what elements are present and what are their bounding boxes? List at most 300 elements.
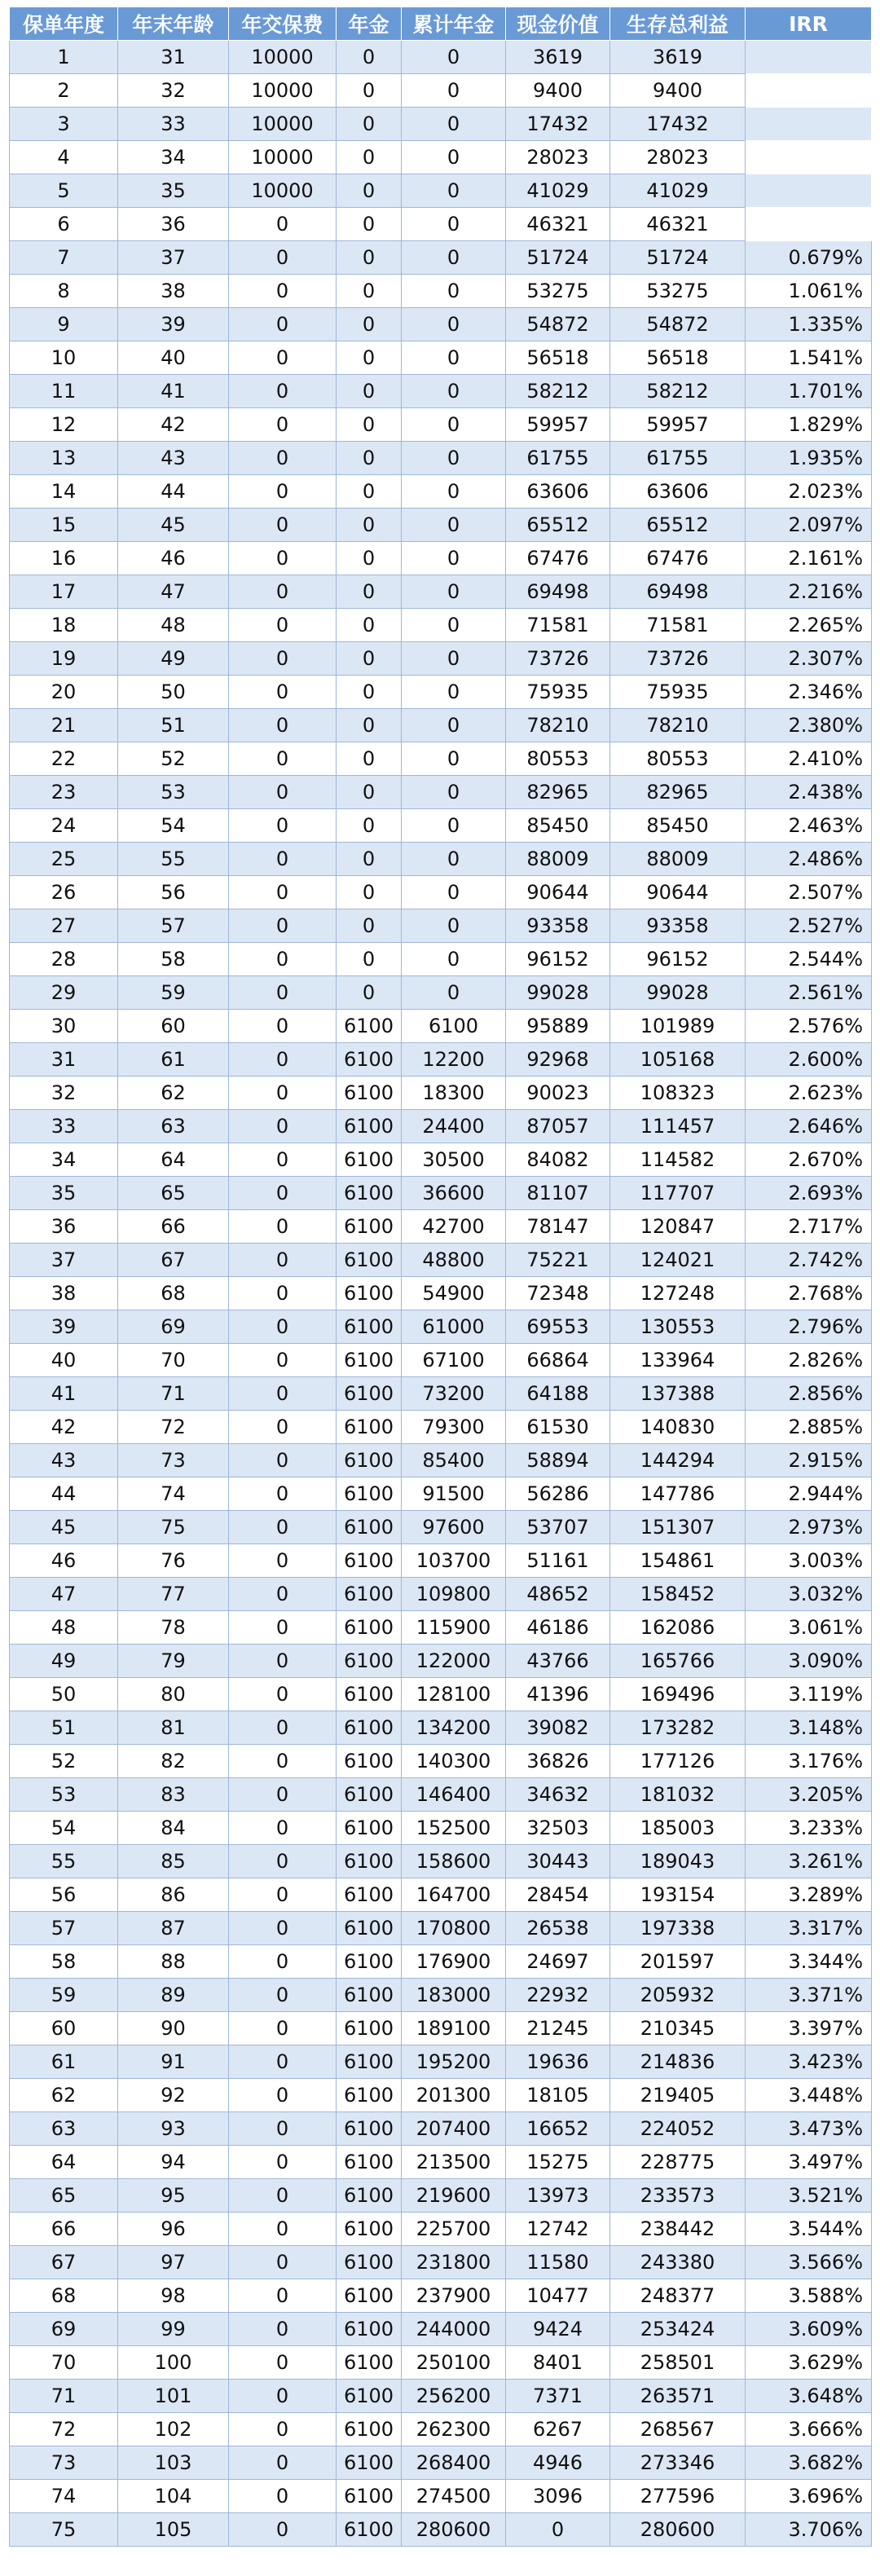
cell-irr — [746, 41, 872, 74]
cell-total-survival-benefit: 277596 — [610, 2480, 746, 2513]
cell-policy-year: 67 — [10, 2246, 118, 2279]
cell-end-age: 60 — [118, 1010, 229, 1043]
cell-annual-premium: 0 — [229, 1244, 337, 1277]
cell-total-survival-benefit: 54872 — [610, 308, 746, 341]
cell-policy-year: 68 — [10, 2279, 118, 2313]
cell-annual-premium: 10000 — [229, 41, 337, 74]
cell-annual-premium: 0 — [229, 776, 337, 809]
table-row — [10, 2079, 872, 2112]
cell-cash-value: 43766 — [506, 1645, 610, 1678]
cell-total-survival-benefit: 268567 — [610, 2413, 746, 2446]
table-row — [10, 1143, 872, 1177]
cell-total-survival-benefit: 130553 — [610, 1310, 746, 1344]
cell-annual-premium: 0 — [229, 2012, 337, 2045]
header-cash-value: 现金价值 — [506, 7, 610, 41]
cell-annuity: 6100 — [337, 2413, 402, 2446]
cell-cumulative-annuity: 274500 — [402, 2480, 506, 2513]
cell-end-age: 35 — [118, 174, 229, 208]
cell-end-age: 65 — [118, 1177, 229, 1210]
cell-end-age: 89 — [118, 1979, 229, 2012]
cell-cash-value: 61530 — [506, 1411, 610, 1444]
cell-annual-premium: 10000 — [229, 174, 337, 208]
cell-cumulative-annuity: 0 — [402, 976, 506, 1010]
cell-cumulative-annuity: 97600 — [402, 1511, 506, 1544]
cell-irr: 1.061% — [746, 275, 872, 308]
cell-total-survival-benefit: 78210 — [610, 709, 746, 742]
cell-annual-premium: 0 — [229, 2513, 337, 2547]
cell-policy-year: 39 — [10, 1310, 118, 1344]
cell-irr: 3.473% — [746, 2112, 872, 2146]
cell-annual-premium: 0 — [229, 809, 337, 843]
table-row — [10, 642, 872, 676]
cell-cash-value: 69498 — [506, 575, 610, 609]
table-row — [10, 2413, 872, 2446]
cell-policy-year: 55 — [10, 1845, 118, 1878]
cell-irr: 3.176% — [746, 1745, 872, 1778]
table-row — [10, 2346, 872, 2380]
table-row — [10, 1645, 872, 1678]
cell-irr — [746, 208, 872, 241]
cell-end-age: 98 — [118, 2279, 229, 2313]
cell-total-survival-benefit: 73726 — [610, 642, 746, 676]
cell-annuity: 6100 — [337, 1110, 402, 1143]
cell-annual-premium: 0 — [229, 1411, 337, 1444]
cell-irr — [746, 74, 872, 108]
cell-total-survival-benefit: 85450 — [610, 809, 746, 843]
cell-annuity: 0 — [337, 609, 402, 642]
table-row — [10, 1277, 872, 1310]
cell-total-survival-benefit: 169496 — [610, 1678, 746, 1711]
cell-policy-year: 53 — [10, 1778, 118, 1812]
cell-irr: 2.796% — [746, 1310, 872, 1344]
cell-annual-premium: 0 — [229, 1678, 337, 1711]
table-row — [10, 1244, 872, 1277]
cell-policy-year: 26 — [10, 876, 118, 909]
table-row — [10, 74, 872, 108]
cell-total-survival-benefit: 158452 — [610, 1578, 746, 1611]
cell-policy-year: 38 — [10, 1277, 118, 1310]
cell-irr: 2.380% — [746, 709, 872, 742]
cell-policy-year: 48 — [10, 1611, 118, 1645]
cell-total-survival-benefit: 58212 — [610, 375, 746, 408]
table-row — [10, 776, 872, 809]
table-row — [10, 1778, 872, 1812]
cell-end-age: 82 — [118, 1745, 229, 1778]
cell-irr: 1.701% — [746, 375, 872, 408]
cell-irr: 2.693% — [746, 1177, 872, 1210]
cell-annuity: 6100 — [337, 2146, 402, 2179]
cell-end-age: 102 — [118, 2413, 229, 2446]
cell-annual-premium: 0 — [229, 2179, 337, 2213]
header-end-age: 年末年龄 — [118, 7, 229, 41]
cell-annuity: 6100 — [337, 1745, 402, 1778]
cell-annual-premium: 0 — [229, 1745, 337, 1778]
cell-end-age: 41 — [118, 375, 229, 408]
cell-irr: 1.829% — [746, 408, 872, 442]
cell-end-age: 90 — [118, 2012, 229, 2045]
cell-annual-premium: 0 — [229, 1310, 337, 1344]
cell-cash-value: 9424 — [506, 2313, 610, 2346]
cell-policy-year: 57 — [10, 1912, 118, 1945]
cell-end-age: 93 — [118, 2112, 229, 2146]
cell-annual-premium: 0 — [229, 442, 337, 475]
cell-cash-value: 21245 — [506, 2012, 610, 2045]
cell-cumulative-annuity: 0 — [402, 776, 506, 809]
cell-total-survival-benefit: 71581 — [610, 609, 746, 642]
cell-policy-year: 58 — [10, 1945, 118, 1979]
cell-irr: 2.623% — [746, 1077, 872, 1110]
cell-cumulative-annuity: 0 — [402, 341, 506, 375]
cell-total-survival-benefit: 75935 — [610, 676, 746, 709]
cell-annuity: 6100 — [337, 1177, 402, 1210]
header-irr: IRR — [746, 7, 872, 41]
cell-cash-value: 87057 — [506, 1110, 610, 1143]
header-cumulative-annuity: 累计年金 — [402, 7, 506, 41]
cell-irr: 2.670% — [746, 1143, 872, 1177]
cell-policy-year: 15 — [10, 509, 118, 542]
cell-cash-value: 67476 — [506, 542, 610, 575]
table-row — [10, 909, 872, 943]
table-row — [10, 1845, 872, 1878]
cell-annual-premium: 0 — [229, 2380, 337, 2413]
cell-policy-year: 30 — [10, 1010, 118, 1043]
cell-irr: 3.371% — [746, 1979, 872, 2012]
cell-cumulative-annuity: 0 — [402, 141, 506, 174]
cell-irr: 3.148% — [746, 1711, 872, 1745]
cell-end-age: 39 — [118, 308, 229, 341]
cell-cumulative-annuity: 146400 — [402, 1778, 506, 1812]
cell-irr: 3.629% — [746, 2346, 872, 2380]
cell-policy-year: 49 — [10, 1645, 118, 1678]
cell-irr: 3.205% — [746, 1778, 872, 1812]
cell-total-survival-benefit: 3619 — [610, 41, 746, 74]
cell-annual-premium: 0 — [229, 1143, 337, 1177]
cell-cumulative-annuity: 170800 — [402, 1912, 506, 1945]
cell-annuity: 0 — [337, 642, 402, 676]
cell-cash-value: 64188 — [506, 1377, 610, 1411]
cell-end-age: 79 — [118, 1645, 229, 1678]
cell-total-survival-benefit: 147786 — [610, 1477, 746, 1511]
cell-cash-value: 12742 — [506, 2213, 610, 2246]
cell-cumulative-annuity: 6100 — [402, 1010, 506, 1043]
cell-policy-year: 66 — [10, 2213, 118, 2246]
cell-irr: 2.023% — [746, 475, 872, 509]
table-row — [10, 1678, 872, 1711]
cell-cash-value: 58894 — [506, 1444, 610, 1477]
cell-cumulative-annuity: 225700 — [402, 2213, 506, 2246]
cell-cash-value: 88009 — [506, 843, 610, 876]
cell-irr: 2.463% — [746, 809, 872, 843]
cell-policy-year: 20 — [10, 676, 118, 709]
cell-irr: 2.856% — [746, 1377, 872, 1411]
cell-irr: 3.448% — [746, 2079, 872, 2112]
cell-end-age: 87 — [118, 1912, 229, 1945]
cell-policy-year: 51 — [10, 1711, 118, 1745]
table-row — [10, 2012, 872, 2045]
cell-end-age: 84 — [118, 1812, 229, 1845]
cell-total-survival-benefit: 248377 — [610, 2279, 746, 2313]
cell-annual-premium: 0 — [229, 308, 337, 341]
cell-end-age: 101 — [118, 2380, 229, 2413]
cell-end-age: 94 — [118, 2146, 229, 2179]
cell-annuity: 0 — [337, 542, 402, 575]
cell-irr: 1.541% — [746, 341, 872, 375]
cell-irr: 2.646% — [746, 1110, 872, 1143]
cell-annuity: 6100 — [337, 2246, 402, 2279]
cell-irr: 3.061% — [746, 1611, 872, 1645]
cell-cash-value: 24697 — [506, 1945, 610, 1979]
cell-policy-year: 52 — [10, 1745, 118, 1778]
cell-end-age: 100 — [118, 2346, 229, 2380]
cell-cash-value: 26538 — [506, 1912, 610, 1945]
cell-annuity: 6100 — [337, 2079, 402, 2112]
cell-irr: 2.161% — [746, 542, 872, 575]
cell-cumulative-annuity: 268400 — [402, 2446, 506, 2480]
cell-annuity: 6100 — [337, 2346, 402, 2380]
cell-cumulative-annuity: 73200 — [402, 1377, 506, 1411]
cell-annuity: 0 — [337, 408, 402, 442]
table-row — [10, 1745, 872, 1778]
cell-total-survival-benefit: 80553 — [610, 742, 746, 776]
cell-end-age: 38 — [118, 275, 229, 308]
cell-total-survival-benefit: 28023 — [610, 141, 746, 174]
cell-cash-value: 61755 — [506, 442, 610, 475]
header-total-survival-benefit: 生存总利益 — [610, 7, 746, 41]
cell-total-survival-benefit: 189043 — [610, 1845, 746, 1878]
cell-cash-value: 99028 — [506, 976, 610, 1010]
table-row — [10, 141, 872, 174]
cell-cash-value: 7371 — [506, 2380, 610, 2413]
cell-end-age: 46 — [118, 542, 229, 575]
cell-cash-value: 41029 — [506, 174, 610, 208]
cell-end-age: 54 — [118, 809, 229, 843]
cell-total-survival-benefit: 185003 — [610, 1812, 746, 1845]
cell-cash-value: 22932 — [506, 1979, 610, 2012]
table-row — [10, 1110, 872, 1143]
cell-annual-premium: 0 — [229, 475, 337, 509]
cell-cumulative-annuity: 103700 — [402, 1544, 506, 1578]
table-row — [10, 241, 872, 275]
cell-total-survival-benefit: 88009 — [610, 843, 746, 876]
cell-cash-value: 96152 — [506, 943, 610, 976]
cell-end-age: 58 — [118, 943, 229, 976]
cell-irr: 3.497% — [746, 2146, 872, 2179]
cell-policy-year: 13 — [10, 442, 118, 475]
cell-policy-year: 31 — [10, 1043, 118, 1077]
cell-annuity: 0 — [337, 909, 402, 943]
cell-end-age: 59 — [118, 976, 229, 1010]
cell-cash-value: 11580 — [506, 2246, 610, 2279]
cell-irr: 2.527% — [746, 909, 872, 943]
cell-policy-year: 74 — [10, 2480, 118, 2513]
cell-policy-year: 2 — [10, 74, 118, 108]
cell-cash-value: 80553 — [506, 742, 610, 776]
cell-cash-value: 28454 — [506, 1878, 610, 1912]
cell-irr: 2.486% — [746, 843, 872, 876]
cell-annual-premium: 0 — [229, 1778, 337, 1812]
cell-policy-year: 14 — [10, 475, 118, 509]
cell-annual-premium: 0 — [229, 2480, 337, 2513]
cell-annuity: 6100 — [337, 1210, 402, 1244]
cell-cumulative-annuity: 0 — [402, 174, 506, 208]
cell-annual-premium: 0 — [229, 909, 337, 943]
cell-irr: 2.561% — [746, 976, 872, 1010]
table-row — [10, 1979, 872, 2012]
cell-policy-year: 54 — [10, 1812, 118, 1845]
cell-annual-premium: 0 — [229, 208, 337, 241]
cell-annuity: 0 — [337, 174, 402, 208]
cell-cash-value: 69553 — [506, 1310, 610, 1344]
cell-annual-premium: 0 — [229, 275, 337, 308]
cell-annuity: 6100 — [337, 1645, 402, 1678]
cell-cumulative-annuity: 250100 — [402, 2346, 506, 2380]
cell-end-age: 92 — [118, 2079, 229, 2112]
cell-irr: 3.666% — [746, 2413, 872, 2446]
cell-cumulative-annuity: 0 — [402, 41, 506, 74]
cell-annual-premium: 0 — [229, 1043, 337, 1077]
cell-cash-value: 66864 — [506, 1344, 610, 1377]
cell-policy-year: 33 — [10, 1110, 118, 1143]
cell-cumulative-annuity: 0 — [402, 208, 506, 241]
cell-policy-year: 72 — [10, 2413, 118, 2446]
cell-irr: 3.609% — [746, 2313, 872, 2346]
table-row — [10, 2213, 872, 2246]
table-row — [10, 976, 872, 1010]
cell-annual-premium: 0 — [229, 1645, 337, 1678]
cell-annuity: 0 — [337, 776, 402, 809]
cell-end-age: 73 — [118, 1444, 229, 1477]
cell-annual-premium: 0 — [229, 876, 337, 909]
cell-end-age: 76 — [118, 1544, 229, 1578]
cell-policy-year: 23 — [10, 776, 118, 809]
cell-end-age: 81 — [118, 1711, 229, 1745]
cell-annuity: 0 — [337, 976, 402, 1010]
cell-end-age: 97 — [118, 2246, 229, 2279]
cell-end-age: 49 — [118, 642, 229, 676]
cell-total-survival-benefit: 193154 — [610, 1878, 746, 1912]
cell-total-survival-benefit: 9400 — [610, 74, 746, 108]
table-row — [10, 1210, 872, 1244]
cell-policy-year: 34 — [10, 1143, 118, 1177]
cell-cumulative-annuity: 0 — [402, 742, 506, 776]
cell-end-age: 69 — [118, 1310, 229, 1344]
cell-total-survival-benefit: 67476 — [610, 542, 746, 575]
cell-cash-value: 90644 — [506, 876, 610, 909]
cell-cumulative-annuity: 244000 — [402, 2313, 506, 2346]
cell-cumulative-annuity: 0 — [402, 108, 506, 141]
cell-annual-premium: 0 — [229, 742, 337, 776]
cell-annuity: 6100 — [337, 1277, 402, 1310]
cell-policy-year: 45 — [10, 1511, 118, 1544]
cell-cumulative-annuity: 0 — [402, 408, 506, 442]
table-row — [10, 676, 872, 709]
cell-annual-premium: 0 — [229, 1177, 337, 1210]
cell-irr: 3.521% — [746, 2179, 872, 2213]
cell-total-survival-benefit: 90644 — [610, 876, 746, 909]
cell-cumulative-annuity: 176900 — [402, 1945, 506, 1979]
cell-policy-year: 70 — [10, 2346, 118, 2380]
table-row — [10, 943, 872, 976]
cell-total-survival-benefit: 51724 — [610, 241, 746, 275]
cell-end-age: 62 — [118, 1077, 229, 1110]
cell-irr: 3.317% — [746, 1912, 872, 1945]
cell-annual-premium: 0 — [229, 1979, 337, 2012]
cell-annuity: 6100 — [337, 1010, 402, 1043]
cell-end-age: 70 — [118, 1344, 229, 1377]
table-row — [10, 1477, 872, 1511]
cell-total-survival-benefit: 233573 — [610, 2179, 746, 2213]
cell-annual-premium: 0 — [229, 642, 337, 676]
cell-end-age: 86 — [118, 1878, 229, 1912]
cell-annual-premium: 0 — [229, 2313, 337, 2346]
cell-cumulative-annuity: 61000 — [402, 1310, 506, 1344]
cell-annuity: 0 — [337, 141, 402, 174]
cell-policy-year: 61 — [10, 2045, 118, 2079]
table-row — [10, 843, 872, 876]
cell-annuity: 0 — [337, 943, 402, 976]
cell-annuity: 6100 — [337, 1511, 402, 1544]
cell-irr: 2.410% — [746, 742, 872, 776]
cell-cash-value: 8401 — [506, 2346, 610, 2380]
cell-cumulative-annuity: 0 — [402, 275, 506, 308]
cell-total-survival-benefit: 56518 — [610, 341, 746, 375]
cell-policy-year: 25 — [10, 843, 118, 876]
cell-cumulative-annuity: 0 — [402, 241, 506, 275]
cell-cumulative-annuity: 280600 — [402, 2513, 506, 2547]
cell-annuity: 0 — [337, 509, 402, 542]
cell-irr — [746, 174, 872, 208]
table-row — [10, 1912, 872, 1945]
cell-total-survival-benefit: 99028 — [610, 976, 746, 1010]
cell-policy-year: 73 — [10, 2446, 118, 2480]
cell-cumulative-annuity: 0 — [402, 876, 506, 909]
cell-total-survival-benefit: 101989 — [610, 1010, 746, 1043]
table-row — [10, 2112, 872, 2146]
cell-cash-value: 53707 — [506, 1511, 610, 1544]
cell-annuity: 6100 — [337, 2313, 402, 2346]
table-row — [10, 408, 872, 442]
cell-end-age: 43 — [118, 442, 229, 475]
cell-annuity: 6100 — [337, 2380, 402, 2413]
cell-policy-year: 6 — [10, 208, 118, 241]
cell-end-age: 104 — [118, 2480, 229, 2513]
cell-cumulative-annuity: 237900 — [402, 2279, 506, 2313]
cell-end-age: 36 — [118, 208, 229, 241]
cell-cumulative-annuity: 152500 — [402, 1812, 506, 1845]
cell-annuity: 6100 — [337, 1878, 402, 1912]
cell-irr: 2.097% — [746, 509, 872, 542]
cell-cumulative-annuity: 54900 — [402, 1277, 506, 1310]
table-row — [10, 1177, 872, 1210]
cell-irr: 2.717% — [746, 1210, 872, 1244]
cell-annuity: 0 — [337, 876, 402, 909]
cell-policy-year: 43 — [10, 1444, 118, 1477]
cell-annuity: 6100 — [337, 1377, 402, 1411]
cell-end-age: 68 — [118, 1277, 229, 1310]
cell-policy-year: 5 — [10, 174, 118, 208]
cell-annuity: 6100 — [337, 1477, 402, 1511]
cell-irr: 2.885% — [746, 1411, 872, 1444]
table-row — [10, 1578, 872, 1611]
cell-total-survival-benefit: 127248 — [610, 1277, 746, 1310]
cell-end-age: 95 — [118, 2179, 229, 2213]
table-row — [10, 1878, 872, 1912]
cell-end-age: 55 — [118, 843, 229, 876]
cell-policy-year: 8 — [10, 275, 118, 308]
cell-irr: 3.423% — [746, 2045, 872, 2079]
cell-cash-value: 93358 — [506, 909, 610, 943]
cell-end-age: 74 — [118, 1477, 229, 1511]
